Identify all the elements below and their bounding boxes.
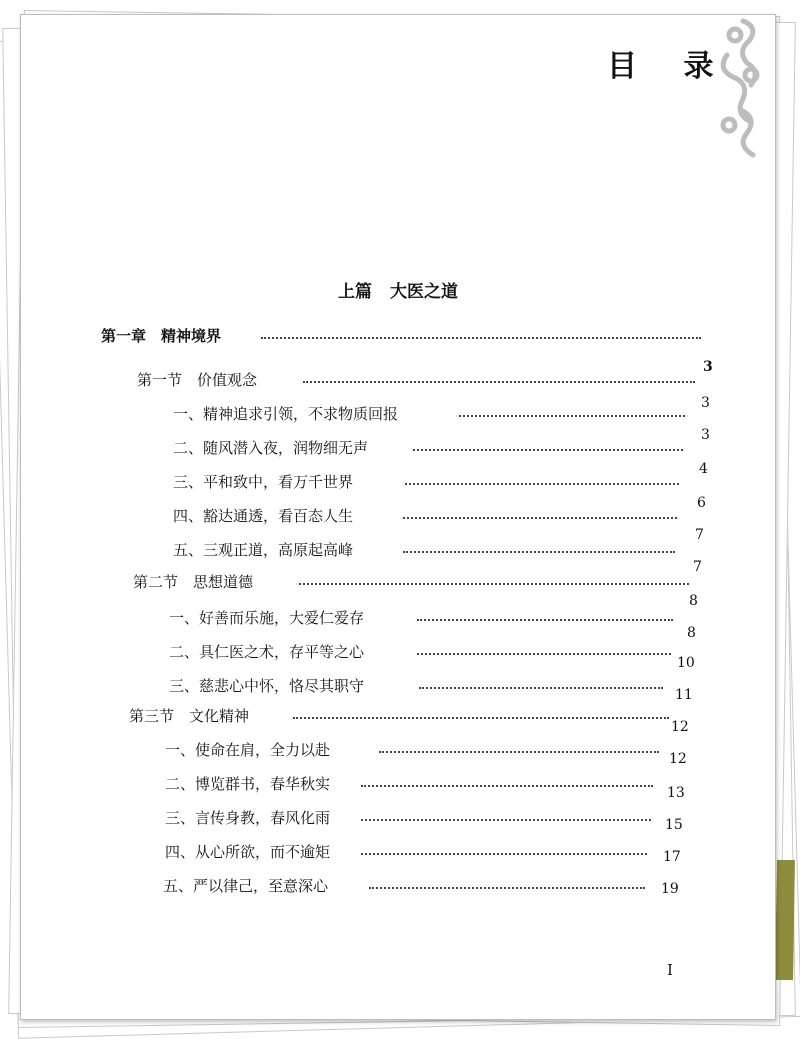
part-heading [21, 277, 775, 302]
toc-subsection-entry[interactable] [163, 875, 663, 897]
toc-entry-label: 第二节 思想道德 [133, 573, 254, 591]
toc-subsection-entry[interactable] [165, 773, 665, 795]
toc-entry-page: 7 [693, 559, 702, 575]
toc-section-entry[interactable] [137, 369, 695, 391]
toc-entry-page: 11 [675, 687, 693, 703]
toc-section-entry[interactable] [129, 705, 669, 727]
leader-dots [361, 853, 647, 855]
leader-dots [405, 483, 679, 485]
toc-entry-label: 三、平和致中，看万千世界 [173, 473, 354, 491]
leader-dots [413, 449, 683, 451]
toc-subsection-entry[interactable] [173, 471, 691, 493]
page-title: 目 录 [607, 49, 732, 84]
toc-entry-label: 第三节 文化精神 [129, 707, 250, 725]
toc-subsection-entry[interactable] [173, 437, 691, 459]
toc-subsection-entry[interactable] [173, 505, 691, 527]
background-book-edge [775, 860, 795, 980]
toc-page [20, 14, 776, 1020]
leader-dots [293, 717, 669, 719]
leader-dots [403, 551, 675, 553]
toc-entry-label: 二、随风潜入夜，润物细无声 [173, 439, 369, 457]
leader-dots [379, 751, 659, 753]
toc-entry-label: 一、使命在肩，全力以赴 [165, 741, 331, 759]
toc-section-entry[interactable] [133, 571, 689, 593]
leader-dots [299, 583, 689, 585]
leader-dots [369, 887, 645, 889]
toc-entry-page: 13 [667, 785, 685, 801]
leader-dots [417, 619, 673, 621]
toc-subsection-entry[interactable] [169, 641, 679, 663]
toc-entry-label: 一、好善而乐施，大爱仁爱存 [169, 609, 365, 627]
toc-entry-page: 3 [701, 427, 710, 443]
toc-entry-page: 15 [665, 817, 683, 833]
leader-dots [261, 337, 701, 339]
toc-entry-label: 四、豁达通透，看百态人生 [173, 507, 354, 525]
toc-entry-label: 二、具仁医之术，存平等之心 [169, 643, 365, 661]
toc-subsection-entry[interactable] [169, 607, 679, 629]
toc-entry-page: 19 [661, 881, 679, 897]
toc-subsection-entry[interactable] [165, 841, 665, 863]
cloud-ornament-icon [713, 15, 765, 165]
toc-entry-label: 一、精神追求引领，不求物质回报 [173, 405, 399, 423]
toc-entry-page: 12 [671, 719, 689, 735]
toc-entry-page: 12 [669, 751, 687, 767]
toc-entry-page: 10 [677, 655, 695, 671]
leader-dots [459, 415, 685, 417]
toc-entry-page: 6 [697, 495, 706, 511]
leader-dots [419, 687, 663, 689]
toc-subsection-entry[interactable] [165, 807, 665, 829]
toc-chapter-entry[interactable] [101, 325, 701, 347]
toc-entry-page: 3 [701, 395, 710, 411]
toc-entry-label: 三、慈悲心中怀，恪尽其职守 [169, 677, 365, 695]
toc-entry-label: 三、言传身教，春风化雨 [165, 809, 331, 827]
part-name: 大医之道 [390, 282, 458, 302]
toc-subsection-entry[interactable] [169, 675, 669, 697]
toc-entry-label: 五、严以律己，至意深心 [163, 877, 329, 895]
toc-entry-label: 二、博览群书，春华秋实 [165, 775, 331, 793]
toc-entry-page: 17 [663, 849, 681, 865]
leader-dots [403, 517, 677, 519]
toc-entry-label: 五、三观正道，高原起高峰 [173, 541, 354, 559]
toc-entry-page: 4 [699, 461, 708, 477]
toc-entry-label: 第一节 价值观念 [137, 371, 258, 389]
toc-entry-page: 3 [703, 359, 713, 375]
toc-subsection-entry[interactable] [173, 403, 691, 425]
leader-dots [361, 785, 653, 787]
toc-entry-page: 8 [689, 593, 698, 609]
leader-dots [303, 381, 695, 383]
toc-entry-page: 7 [695, 527, 704, 543]
toc-entry-label: 四、从心所欲，而不逾矩 [165, 843, 331, 861]
toc-entry-page: 8 [687, 625, 696, 641]
leader-dots [361, 819, 651, 821]
toc-entry-label: 第一章 精神境界 [101, 327, 222, 345]
part-prefix: 上篇 [338, 282, 372, 302]
toc-subsection-entry[interactable] [165, 739, 665, 761]
page-number: I [667, 961, 673, 979]
toc-subsection-entry[interactable] [173, 539, 691, 561]
leader-dots [417, 653, 671, 655]
